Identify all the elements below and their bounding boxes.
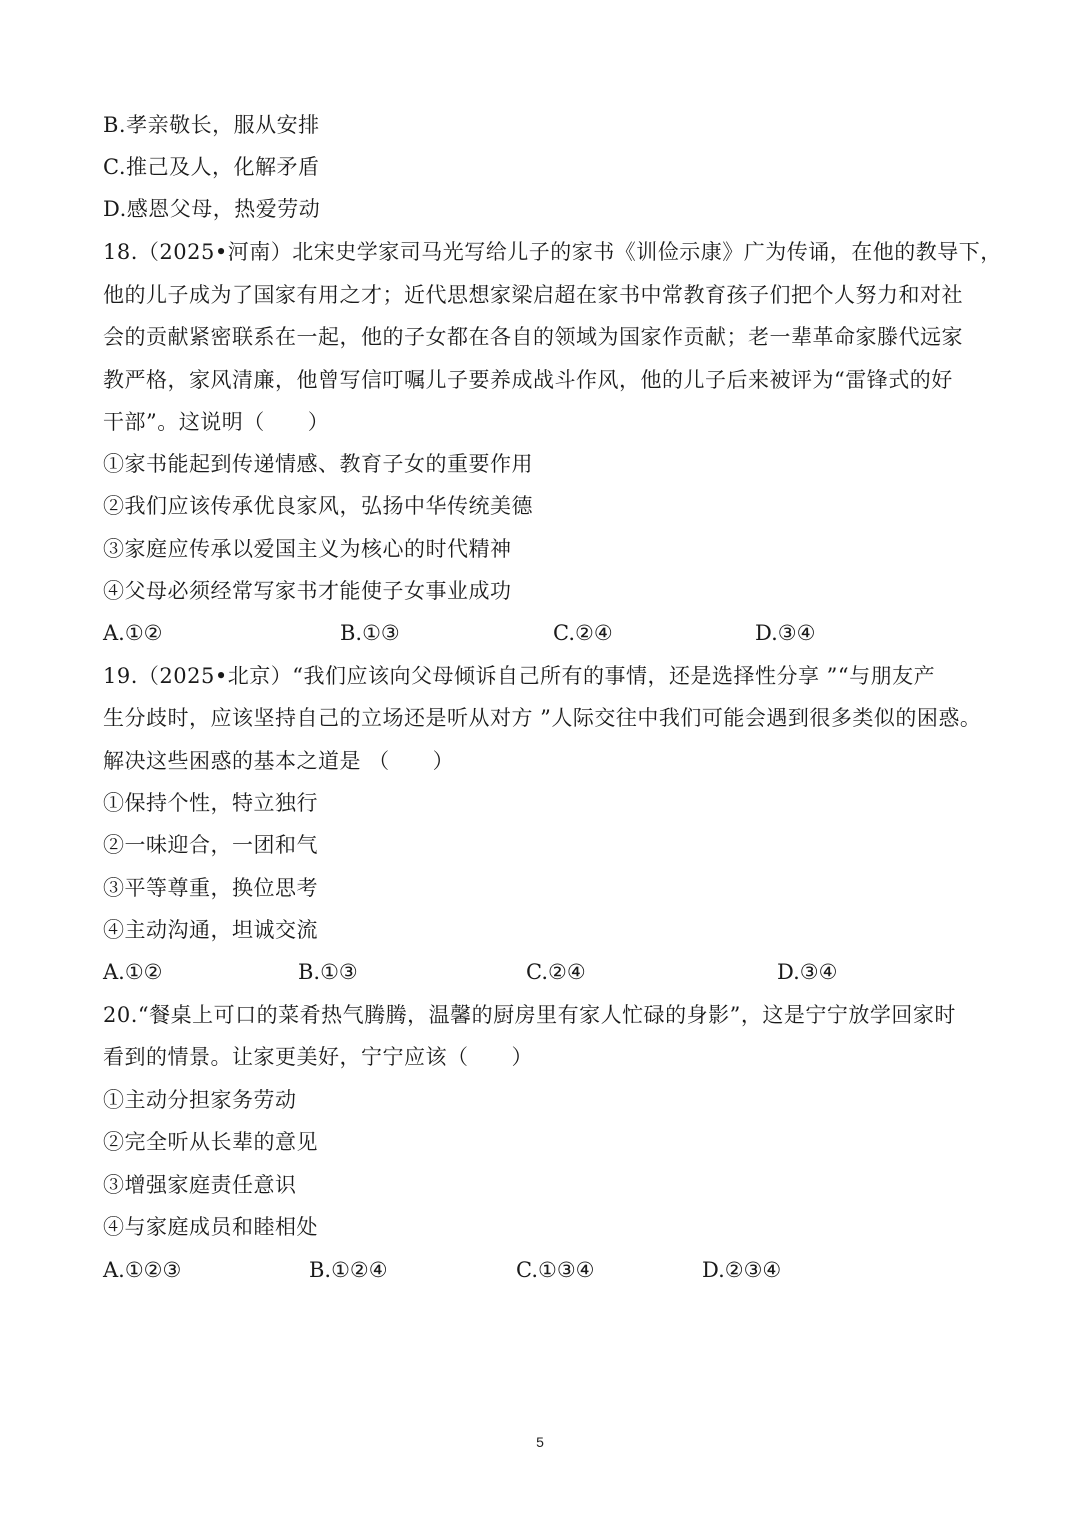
q20-stem-line: 看到的情景。让家更美好，宁宁应该（ ） <box>103 1045 533 1069</box>
q18-option-b: B.①③ <box>340 621 400 645</box>
q18-stem-line: 他的儿子成为了国家有用之才；近代思想家梁启超在家书中常教育孩子们把个人努力和对社 <box>103 283 963 307</box>
q18-statement: ①家书能起到传递情感、教育子女的重要作用 <box>103 452 533 476</box>
q19-stem-line: 生分歧时，应该坚持自己的立场还是听从对方 ”人际交往中我们可能会遇到很多类似的困惑。 <box>103 706 982 730</box>
q20-stem-line: 20.“餐桌上可口的菜肴热气腾腾，温馨的厨房里有家人忙碌的身影”，这是宁宁放学回家时 <box>103 1003 956 1027</box>
q19-option-a: A.①② <box>103 960 163 984</box>
q18-statement: ②我们应该传承优良家风，弘扬中华传统美德 <box>103 494 533 518</box>
q19-stem-line: 19.（2025•北京）“我们应该向父母倾诉自己所有的事情，还是选择性分享 ”“与朋友产 <box>103 664 936 688</box>
page-number: 5 <box>536 1434 544 1450</box>
q19-stem-line: 解决这些困惑的基本之道是 （ ） <box>103 749 455 773</box>
q18-option-d: D.③④ <box>755 621 816 645</box>
q19-statement: ①保持个性，特立独行 <box>103 791 318 815</box>
q20-statement: ③增强家庭责任意识 <box>103 1173 297 1197</box>
q18-stem-line: 会的贡献紧密联系在一起，他的子女都在各自的领域为国家作贡献；老一辈革命家滕代远家 <box>103 325 963 349</box>
q19-statement: ④主动沟通，坦诚交流 <box>103 918 318 942</box>
q17-option-d: D.感恩父母，热爱劳动 <box>103 197 321 221</box>
q19-option-b: B.①③ <box>298 960 358 984</box>
q18-stem-line: 干部”。这说明（ ） <box>103 410 330 434</box>
q19-option-c: C.②④ <box>526 960 586 984</box>
q19-statement: ③平等尊重，换位思考 <box>103 876 318 900</box>
q18-stem-line: 教严格，家风清廉，他曾写信叮嘱儿子要养成战斗作风，他的儿子后来被评为“雷锋式的好 <box>103 368 953 392</box>
q18-option-a: A.①② <box>103 621 163 645</box>
q18-option-c: C.②④ <box>553 621 613 645</box>
q20-option-d: D.②③④ <box>702 1258 782 1282</box>
q20-option-b: B.①②④ <box>309 1258 388 1282</box>
q20-statement: ②完全听从长辈的意见 <box>103 1130 318 1154</box>
q18-statement: ④父母必须经常写家书才能使子女事业成功 <box>103 579 512 603</box>
q20-statement: ①主动分担家务劳动 <box>103 1088 297 1112</box>
q20-option-a: A.①②③ <box>103 1258 182 1282</box>
q19-statement: ②一味迎合，一团和气 <box>103 833 318 857</box>
q20-statement: ④与家庭成员和睦相处 <box>103 1215 318 1239</box>
q18-statement: ③家庭应传承以爱国主义为核心的时代精神 <box>103 537 512 561</box>
q20-option-c: C.①③④ <box>516 1258 595 1282</box>
q17-option-b: B.孝亲敬长，服从安排 <box>103 113 320 137</box>
q17-option-c: C.推己及人，化解矛盾 <box>103 155 320 179</box>
q18-stem-line: 18.（2025•河南）北宋史学家司马光写给儿子的家书《训俭示康》广为传诵，在他的教导下， <box>103 240 1002 264</box>
q19-option-d: D.③④ <box>777 960 838 984</box>
